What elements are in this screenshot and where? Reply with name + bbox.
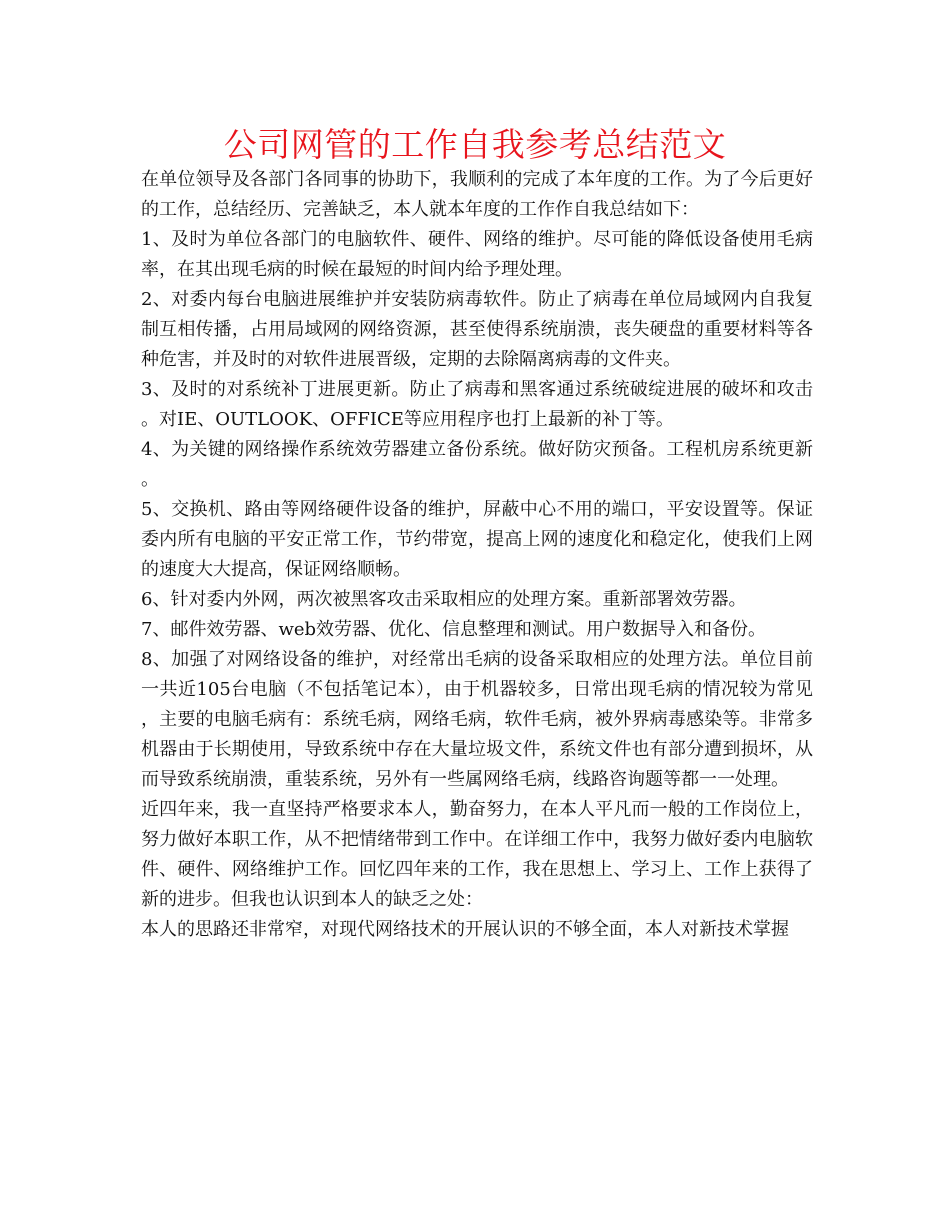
paragraph-item-8: 8、加强了对网络设备的维护，对经常出毛病的设备采取相应的处理方法。单位目前一共近105台电脑（不包括笔记本），由于机器较多，日常出现毛病的情况较为常见，主要的电脑毛病有：系统毛病，网络毛病，软件毛病，被外界病毒感染等。非常多机器由于长期使用，导致系统中存在大量垃圾文件，系统文件也有部分遭到损坏，从而导致系统崩溃，重装系统，另外有一些属网络毛病，线路咨询题等都一一处理。: [141, 649, 813, 790]
document-body: [141, 165, 813, 945]
paragraph-item-3: 3、及时的对系统补丁进展更新。防止了病毒和黑客通过系统破绽进展的破坏和攻击。对IE、OUTLOOK、OFFICE等应用程序也打上最新的补丁等。: [141, 379, 813, 430]
paragraph-shortcomings: 本人的思路还非常窄，对现代网络技术的开展认识的不够全面，本人对新技术掌握: [141, 919, 789, 940]
paragraph-item-2: 2、对委内每台电脑进展维护并安装防病毒软件。防止了病毒在单位局域网内自我复制互相传播，占用局域网的网络资源，甚至使得系统崩溃，丧失硬盘的重要材料等各种危害，并及时的对软件进展晋级，定期的去除隔离病毒的文件夹。: [141, 289, 813, 370]
paragraph-item-6: 6、针对委内外网，两次被黑客攻击采取相应的处理方案。重新部署效劳器。: [141, 589, 747, 610]
paragraph-item-7: 7、邮件效劳器、web效劳器、优化、信息整理和测试。用户数据导入和备份。: [141, 619, 767, 640]
paragraph-item-5: 5、交换机、路由等网络硬件设备的维护，屏蔽中心不用的端口，平安设置等。保证委内所有电脑的平安正常工作，节约带宽，提高上网的速度化和稳定化，使我们上网的速度大大提高，保证网络顺畅。: [141, 499, 813, 580]
paragraph-item-4: 4、为关键的网络操作系统效劳器建立备份系统。做好防灾预备。工程机房系统更新。: [141, 439, 813, 490]
paragraph-item-1: 1、及时为单位各部门的电脑软件、硬件、网络的维护。尽可能的降低设备使用毛病率，在其出现毛病的时候在最短的时间内给予理处理。: [141, 229, 813, 280]
paragraph-review: 近四年来，我一直坚持严格要求本人，勤奋努力，在本人平凡而一般的工作岗位上，努力做好本职工作，从不把情绪带到工作中。在详细工作中，我努力做好委内电脑软件、硬件、网络维护工作。回忆四年来的工作，我在思想上、学习上、工作上获得了新的进步。但我也认识到本人的缺乏之处：: [141, 799, 813, 910]
paragraph-intro: 在单位领导及各部门各同事的协助下，我顺利的完成了本年度的工作。为了今后更好的工作，总结经历、完善缺乏，本人就本年度的工作作自我总结如下：: [141, 169, 813, 220]
document-title: 公司网管的工作自我参考总结范文: [223, 125, 727, 164]
